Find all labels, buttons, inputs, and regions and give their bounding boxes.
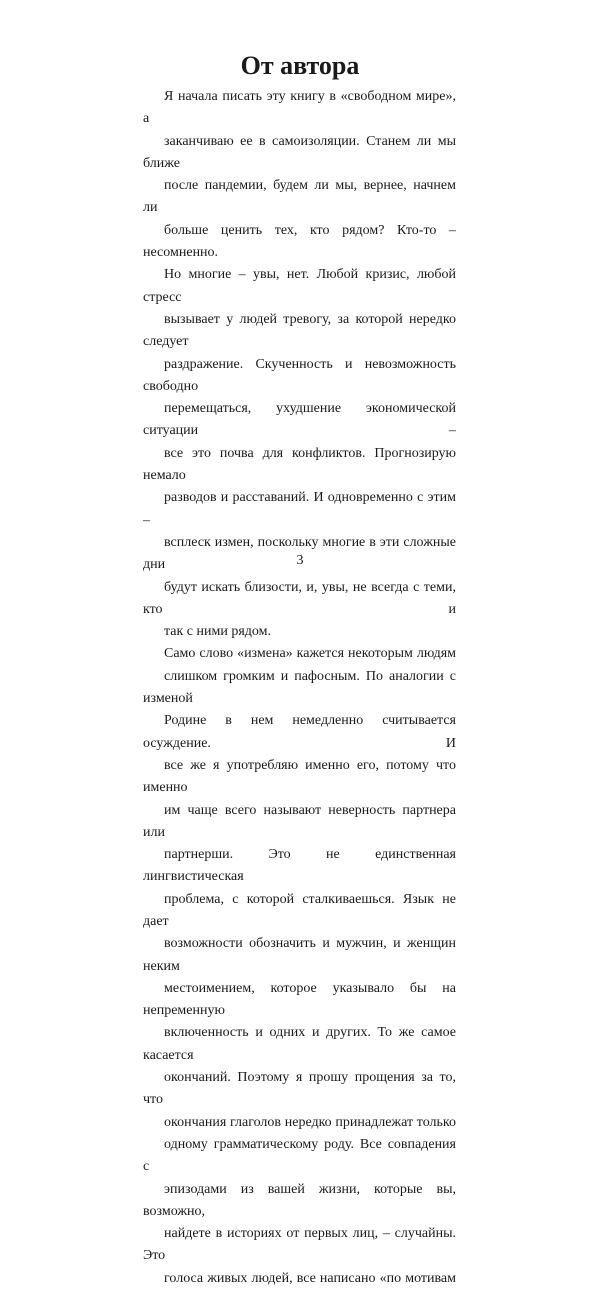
text-line: партнерши. Это не единственная лингвистическая — [143, 847, 456, 885]
page-title: От автора — [240, 51, 360, 80]
text-line: все это почва для конфликтов. Прогнозирую немало — [143, 445, 456, 484]
text-line: Но многие – увы, нет. Любой кризис, любой стресс — [143, 267, 456, 305]
text-line: Я начала писать эту книгу в «свободном мире», а — [143, 89, 456, 127]
text-line: после пандемии, будем ли мы, вернее, начнем ли — [143, 178, 456, 216]
text-line: вызывает у людей тревогу, за которой нередко следует — [143, 311, 456, 350]
text-line: местоимением, которое указывало бы на непременную — [143, 980, 456, 1019]
page-number: 3 — [296, 553, 304, 568]
text-line: найдете в историях от первых лиц, – случайны. Это — [143, 1226, 456, 1264]
text-line: заканчиваю ее в самоизоляции. Станем ли мы ближе — [143, 133, 456, 171]
text-line: все же я употребляю именно его, потому что именно — [143, 757, 456, 796]
body-text — [143, 86, 456, 1290]
text-line: раздражение. Скученность и невозможность свободно — [143, 356, 456, 394]
text-line: слишком громким и пафосным. По аналогии с изменой — [143, 668, 456, 707]
text-line: всплеск измен, поскольку многие в эти сложные дни — [143, 534, 456, 573]
paragraph-2 — [143, 643, 456, 1290]
text-line: одному грамматическому роду. Все совпадения с — [143, 1136, 456, 1175]
text-line: возможности обозначить и мужчин, и женщин неким — [143, 936, 456, 974]
text-line: перемещаться, ухудшение экономической ситуации – — [143, 401, 456, 439]
text-line: Само слово «измена» кажется некоторым людям — [164, 646, 456, 662]
text-line: им чаще всего называют неверность партнера или — [143, 802, 456, 840]
text-line: эпизодами из вашей жизни, которые вы, возможно, — [143, 1181, 456, 1219]
text-line: Родине в нем немедленно считывается осуждение. И — [143, 713, 456, 751]
text-line: включенность и одних и других. То же самое касается — [143, 1025, 456, 1063]
text-line: проблема, с которой сталкиваешься. Язык не дает — [143, 891, 456, 929]
text-line: больше ценить тех, кто рядом? Кто-то – несомненно. — [143, 222, 456, 261]
text-line: будут искать близости, и, увы, не всегда с теми, кто и — [143, 579, 456, 617]
text-line: окончаний. Поэтому я прошу прощения за то, что — [143, 1070, 456, 1108]
text-line: разводов и расставаний. И одновременно с этим – — [143, 490, 456, 528]
text-line: так с ними рядом. — [164, 624, 272, 640]
text-line: окончания глаголов нередко принадлежат только — [164, 1114, 456, 1130]
text-line: голоса живых людей, все написано «по мотивам — [164, 1270, 456, 1286]
